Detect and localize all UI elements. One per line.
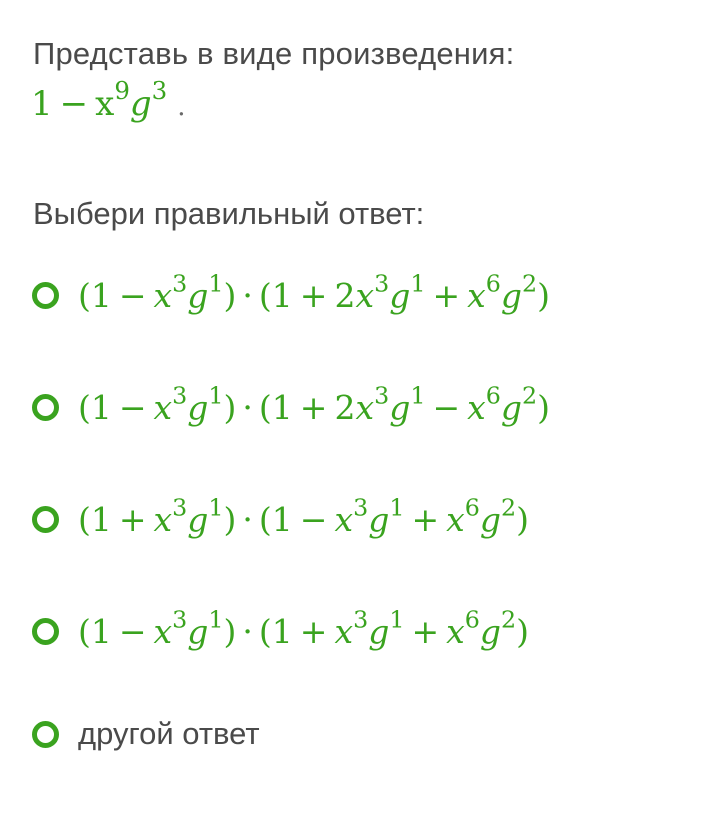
paren-close: ) [516, 500, 529, 539]
var-x: x [467, 388, 486, 427]
var-g: g [479, 500, 501, 539]
expr-exp-x: 9 [114, 76, 130, 106]
exponent: 1 [389, 493, 405, 522]
radio-button-icon[interactable] [32, 506, 59, 533]
expr-exp-g: 3 [151, 76, 168, 106]
exponent: 6 [485, 381, 501, 410]
var-x: x [153, 388, 173, 427]
answer-option-label [78, 493, 529, 539]
multiply-dot: · [242, 388, 253, 427]
exponent: 1 [410, 269, 426, 298]
exponent: 3 [374, 269, 390, 298]
operator: − [299, 500, 328, 539]
coefficient: 2 [334, 276, 356, 315]
expr-leading: 1 [31, 84, 53, 124]
var-g: g [187, 500, 209, 539]
exponent: 3 [172, 269, 188, 298]
operator: + [299, 276, 328, 315]
var-x: x [446, 612, 465, 651]
paren-open: (1 [258, 500, 293, 539]
paren-open: (1 [258, 612, 293, 651]
paren-close: ) [223, 276, 237, 315]
multiply-dot: · [242, 500, 253, 539]
paren-open: (1 [78, 276, 112, 315]
radio-button-icon[interactable] [32, 618, 59, 645]
answer-instruction: Выбери правильный ответ: [33, 196, 425, 231]
operator: + [411, 612, 440, 651]
paren-close: ) [537, 388, 550, 427]
operator: − [118, 612, 147, 651]
var-x: x [446, 500, 465, 539]
expr-operator: − [59, 84, 89, 124]
answer-option-4[interactable] [32, 605, 529, 651]
expr-var-g: g [129, 84, 152, 124]
var-g: g [500, 388, 522, 427]
exponent: 3 [172, 381, 188, 410]
exponent: 1 [208, 605, 224, 634]
var-x: x [467, 276, 486, 315]
answer-option-other[interactable] [32, 716, 260, 752]
radio-button-icon[interactable] [32, 721, 59, 748]
var-g: g [187, 276, 209, 315]
operator: + [411, 500, 440, 539]
multiply-dot: · [242, 612, 253, 651]
exponent: 6 [464, 605, 480, 634]
exponent: 6 [464, 493, 480, 522]
var-g: g [479, 612, 501, 651]
answer-option-label [78, 269, 550, 315]
var-g: g [368, 612, 390, 651]
exponent: 2 [521, 269, 538, 298]
var-g: g [500, 276, 522, 315]
var-g: g [389, 388, 411, 427]
exponent: 3 [172, 493, 188, 522]
answer-option-1[interactable] [32, 269, 550, 315]
exponent: 1 [410, 381, 426, 410]
paren-open: (1 [78, 612, 112, 651]
exponent: 2 [521, 381, 538, 410]
var-x: x [153, 500, 173, 539]
paren-open: (1 [258, 388, 293, 427]
answer-option-label [78, 605, 529, 651]
operator: + [299, 612, 328, 651]
var-x: x [334, 612, 354, 651]
paren-open: (1 [78, 500, 112, 539]
exponent: 2 [500, 493, 517, 522]
paren-close: ) [223, 388, 237, 427]
answer-option-label [78, 381, 550, 427]
paren-close: ) [516, 612, 529, 651]
var-x: x [355, 276, 375, 315]
exponent: 2 [500, 605, 517, 634]
operator: + [299, 388, 328, 427]
radio-button-icon[interactable] [32, 282, 59, 309]
paren-open: (1 [258, 276, 293, 315]
exponent: 3 [353, 605, 369, 634]
coefficient: 2 [334, 388, 356, 427]
task-prompt: Представь в виде произведения: [33, 36, 515, 71]
exponent: 1 [208, 269, 224, 298]
var-g: g [187, 388, 209, 427]
operator: − [118, 276, 147, 315]
expr-dot: . [177, 92, 186, 122]
exponent: 3 [374, 381, 390, 410]
var-x: x [334, 500, 354, 539]
answer-option-label: другой ответ [78, 716, 260, 751]
expr-var-x: x [95, 84, 115, 124]
var-x: x [153, 276, 173, 315]
var-g: g [368, 500, 390, 539]
radio-button-icon[interactable] [32, 394, 59, 421]
answer-option-2[interactable] [32, 381, 550, 427]
operator: − [118, 388, 147, 427]
var-g: g [187, 612, 209, 651]
multiply-dot: · [242, 276, 253, 315]
operator: + [432, 276, 461, 315]
exponent: 6 [485, 269, 501, 298]
var-g: g [389, 276, 411, 315]
exponent: 3 [172, 605, 188, 634]
var-x: x [355, 388, 375, 427]
exponent: 3 [353, 493, 369, 522]
task-expression [31, 76, 186, 124]
answer-option-3[interactable] [32, 493, 529, 539]
paren-close: ) [537, 276, 550, 315]
paren-close: ) [223, 612, 237, 651]
var-x: x [153, 612, 173, 651]
operator: + [118, 500, 147, 539]
operator: − [432, 388, 461, 427]
exponent: 1 [208, 381, 224, 410]
exponent: 1 [389, 605, 405, 634]
paren-close: ) [223, 500, 237, 539]
paren-open: (1 [78, 388, 112, 427]
exponent: 1 [208, 493, 224, 522]
